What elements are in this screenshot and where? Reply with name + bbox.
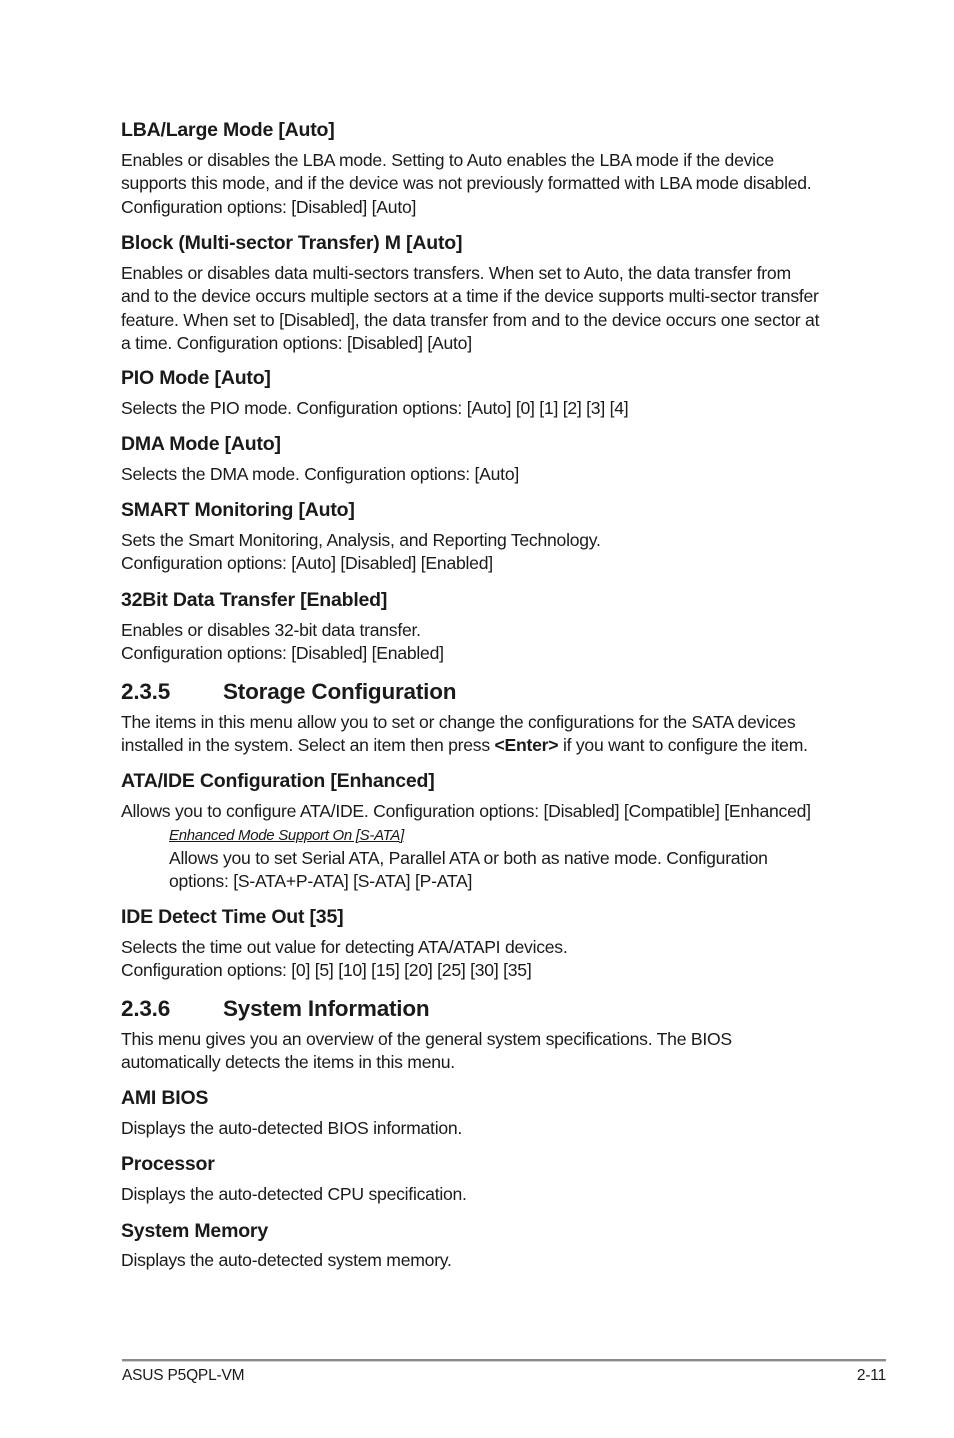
paragraph-block-multi-sector — [121, 262, 819, 355]
heading-pio-mode: PIO Mode [Auto] — [121, 367, 271, 389]
paragraph-dma-mode — [121, 463, 519, 486]
text-line: Configuration options: [Auto] [Disabled] [Enabled] — [121, 553, 493, 574]
text-line: Enables or disables data multi-sectors transfers. When set to Auto, the data transfer from — [121, 263, 791, 283]
paragraph-system-memory — [121, 1249, 452, 1272]
text-line: Displays the auto-detected system memory. — [121, 1250, 452, 1270]
section-title-storage: Storage Configuration — [223, 679, 457, 704]
heading-lba-large-mode: LBA/Large Mode [Auto] — [121, 119, 335, 141]
text-run: installed in the system. Select an item then press — [121, 735, 495, 756]
text-line: Allows you to set Serial ATA, Parallel ATA or both as native mode. Configuration — [169, 848, 768, 868]
text-line: automatically detects the items in this menu. — [121, 1052, 455, 1073]
paragraph-ide-detect-time-out — [121, 936, 568, 983]
text-line: Selects the PIO mode. Configuration options: [Auto] [0] [1] [2] [3] [4] — [121, 398, 629, 418]
paragraph-system-information — [121, 1028, 732, 1075]
paragraph-processor — [121, 1183, 467, 1206]
text-line: Selects the time out value for detecting ATA/ATAPI devices. — [121, 937, 568, 957]
section-title-system-information: System Information — [223, 996, 430, 1021]
text-line: supports this mode, and if the device was not previously formatted with LBA mode disabled. — [121, 173, 812, 194]
heading-system-memory: System Memory — [121, 1220, 268, 1242]
section-number-storage: 2.3.5 — [121, 679, 171, 704]
paragraph-storage-configuration — [121, 711, 808, 758]
heading-processor: Processor — [121, 1153, 215, 1175]
paragraph-pio-mode — [121, 397, 628, 420]
section-number-system-information: 2.3.6 — [121, 996, 171, 1021]
text-line: Displays the auto-detected BIOS information. — [121, 1118, 463, 1138]
heading-dma-mode: DMA Mode [Auto] — [121, 433, 281, 455]
text-line: Allows you to configure ATA/IDE. Configuration options: [Disabled] [Compatible] [Enhanced] — [121, 801, 811, 821]
heading-ami-bios: AMI BIOS — [121, 1087, 209, 1109]
text-line: Configuration options: [Disabled] [Auto] — [121, 196, 417, 217]
text-line: and to the device occurs multiple sectors at a time if the device supports multi-sector transfer — [121, 286, 819, 307]
text-line: Selects the DMA mode. Configuration options: [Auto] — [121, 464, 519, 484]
subheading-enhanced-mode-support: Enhanced Mode Support On [S-ATA] — [169, 827, 404, 844]
text-line: This menu gives you an overview of the general system specifications. The BIOS — [121, 1029, 732, 1049]
footer-divider — [122, 1359, 886, 1362]
text-run: if you want to configure the item. — [558, 735, 808, 756]
text-line: Enables or disables 32-bit data transfer. — [121, 620, 421, 640]
paragraph-smart-monitoring — [121, 529, 601, 576]
paragraph-ata-ide-configuration — [121, 800, 811, 823]
paragraph-ami-bios — [121, 1117, 462, 1140]
footer-product-name: ASUS P5QPL-VM — [122, 1367, 245, 1384]
heading-ide-detect-time-out: IDE Detect Time Out [35] — [121, 906, 344, 928]
text-line: Enables or disables the LBA mode. Setting to Auto enables the LBA mode if the device — [121, 150, 774, 170]
text-line: a time. Configuration options: [Disabled] [Auto] — [121, 332, 472, 353]
text-line: options: [S-ATA+P-ATA] [S-ATA] [P-ATA] — [169, 871, 473, 892]
paragraph-32bit-data-transfer — [121, 619, 444, 666]
heading-ata-ide-configuration: ATA/IDE Configuration [Enhanced] — [121, 770, 435, 792]
text-line: Sets the Smart Monitoring, Analysis, and Reporting Technology. — [121, 530, 601, 550]
paragraph-enhanced-mode-support — [169, 847, 768, 894]
heading-32bit-data-transfer: 32Bit Data Transfer [Enabled] — [121, 589, 388, 611]
text-line: feature. When set to [Disabled], the data transfer from and to the device occurs one sector at — [121, 309, 820, 330]
text-line: Configuration options: [0] [5] [10] [15] [20] [25] [30] [35] — [121, 960, 532, 981]
heading-smart-monitoring: SMART Monitoring [Auto] — [121, 499, 355, 521]
paragraph-lba-large-mode — [121, 149, 811, 219]
text-line: Configuration options: [Disabled] [Enabled] — [121, 643, 444, 664]
heading-block-multi-sector: Block (Multi-sector Transfer) M [Auto] — [121, 232, 463, 254]
footer-page-number: 2-11 — [856, 1367, 886, 1384]
text-line — [121, 734, 808, 757]
enter-key-label: <Enter> — [494, 735, 559, 756]
text-line: The items in this menu allow you to set or change the configurations for the SATA devices — [121, 712, 796, 732]
text-line: Displays the auto-detected CPU specification. — [121, 1184, 467, 1204]
